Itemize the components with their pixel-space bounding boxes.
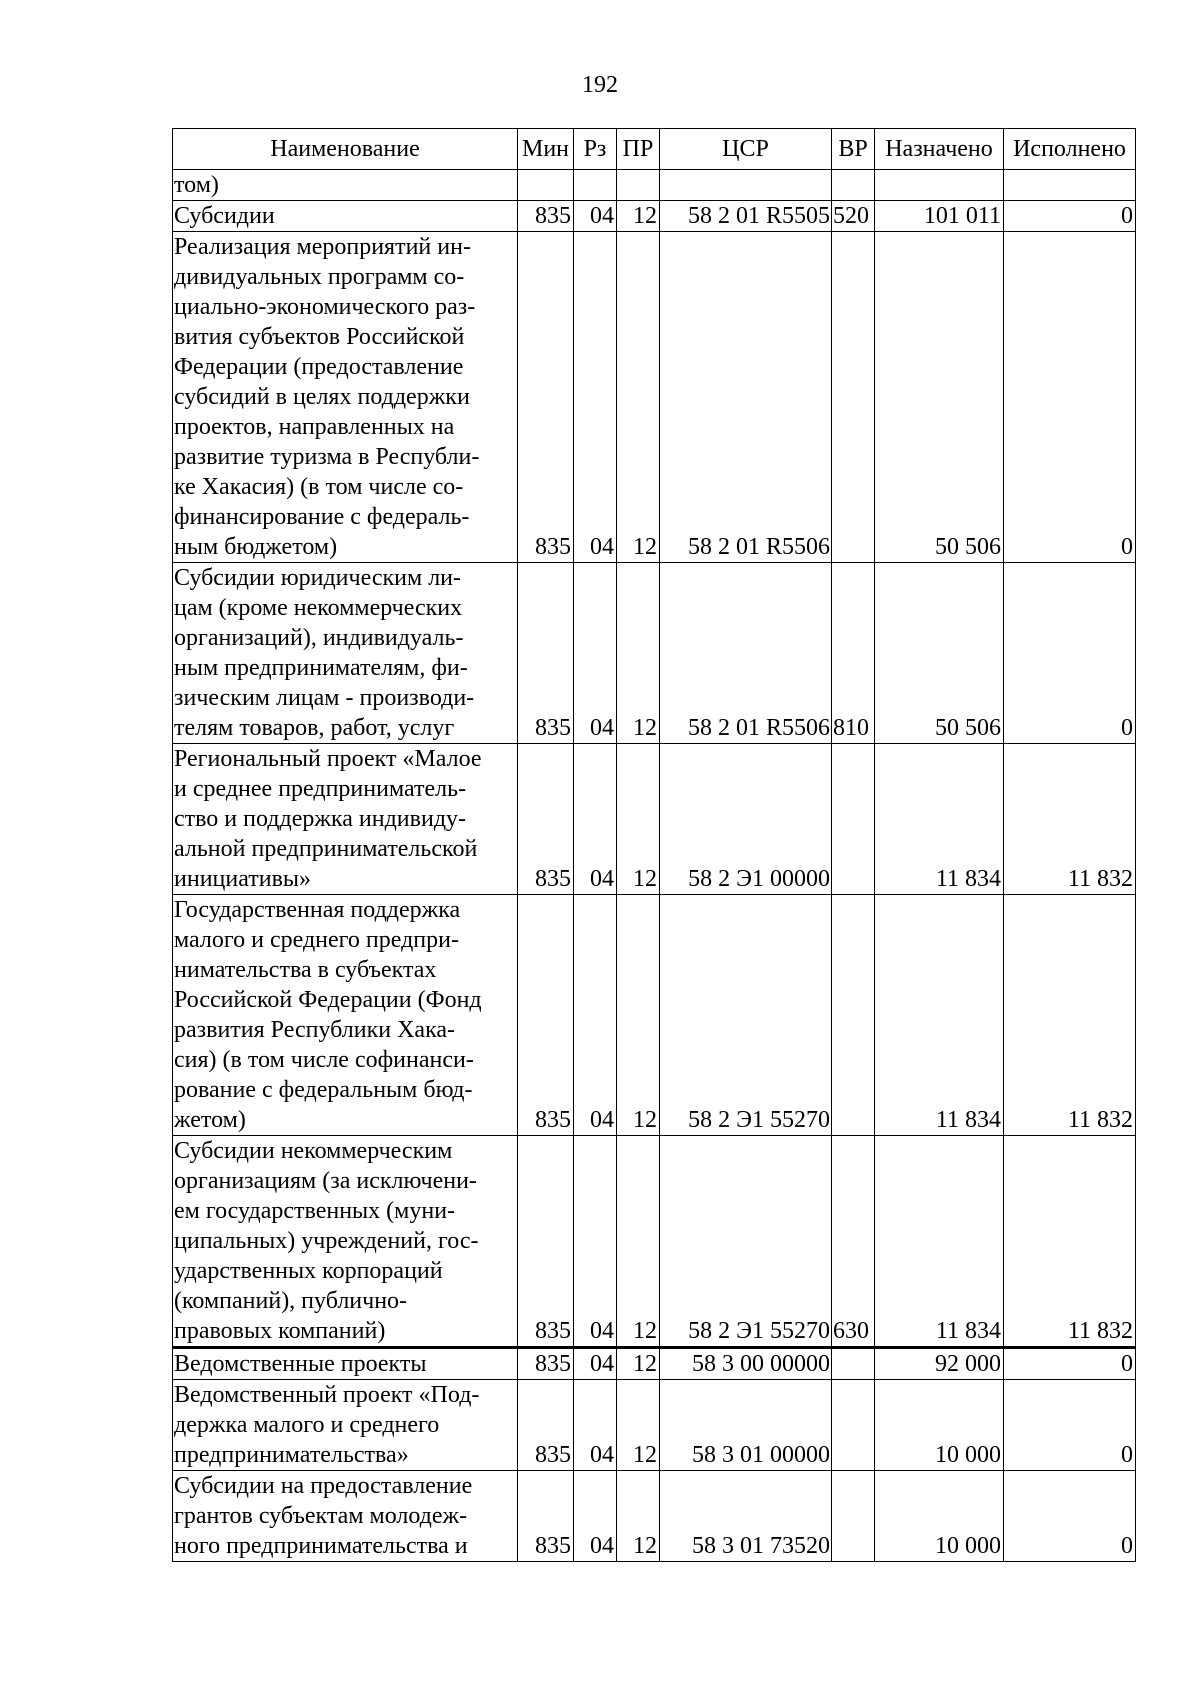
cell-pr: 12 bbox=[617, 1136, 660, 1348]
cell-name: Реализация мероприятий ин- дивидуальных программ со- циально-экономического раз- вития субъектов Российской Федерации (предоставление субсидий в целях поддержки проектов, направленных на развитие туризма в Республи- ке Хакасия) (в том числе со- финансирование с федераль- ным бюджетом) bbox=[173, 232, 518, 563]
table-row bbox=[173, 1348, 1136, 1380]
cell-name: Ведомственный проект «Под- держка малого и среднего предпринимательства» bbox=[173, 1380, 518, 1471]
cell-rz: 04 bbox=[574, 563, 617, 744]
cell-executed: 0 bbox=[1004, 1471, 1136, 1562]
cell-assigned bbox=[875, 170, 1004, 201]
cell-executed: 0 bbox=[1004, 1348, 1136, 1380]
table-body bbox=[173, 170, 1136, 1562]
cell-vr bbox=[832, 1348, 875, 1380]
cell-csr: 58 2 01 R5506 bbox=[660, 232, 832, 563]
cell-min bbox=[518, 170, 574, 201]
cell-vr: 810 bbox=[832, 563, 875, 744]
cell-rz: 04 bbox=[574, 744, 617, 895]
cell-min: 835 bbox=[518, 201, 574, 232]
cell-executed: 0 bbox=[1004, 1380, 1136, 1471]
cell-pr: 12 bbox=[617, 1380, 660, 1471]
cell-pr: 12 bbox=[617, 1348, 660, 1380]
cell-assigned: 11 834 bbox=[875, 895, 1004, 1136]
cell-name: том) bbox=[173, 170, 518, 201]
cell-executed: 0 bbox=[1004, 232, 1136, 563]
cell-assigned: 10 000 bbox=[875, 1380, 1004, 1471]
cell-csr: 58 2 Э1 55270 bbox=[660, 1136, 832, 1348]
cell-csr: 58 3 01 00000 bbox=[660, 1380, 832, 1471]
page-number: 192 bbox=[582, 72, 618, 98]
cell-csr: 58 2 01 R5505 bbox=[660, 201, 832, 232]
cell-vr bbox=[832, 1380, 875, 1471]
cell-vr bbox=[832, 170, 875, 201]
cell-vr bbox=[832, 744, 875, 895]
cell-csr: 58 2 Э1 00000 bbox=[660, 744, 832, 895]
cell-executed: 11 832 bbox=[1004, 895, 1136, 1136]
cell-pr bbox=[617, 170, 660, 201]
cell-name: Ведомственные проекты bbox=[173, 1348, 518, 1380]
cell-vr bbox=[832, 232, 875, 563]
table-row bbox=[173, 170, 1136, 201]
cell-assigned: 101 011 bbox=[875, 201, 1004, 232]
cell-pr: 12 bbox=[617, 895, 660, 1136]
cell-vr: 630 bbox=[832, 1136, 875, 1348]
cell-min: 835 bbox=[518, 1471, 574, 1562]
cell-vr bbox=[832, 895, 875, 1136]
cell-pr: 12 bbox=[617, 201, 660, 232]
cell-executed: 0 bbox=[1004, 563, 1136, 744]
cell-min: 835 bbox=[518, 1380, 574, 1471]
budget-table bbox=[172, 128, 1136, 1562]
table-row bbox=[173, 744, 1136, 895]
cell-rz: 04 bbox=[574, 232, 617, 563]
cell-name: Субсидии bbox=[173, 201, 518, 232]
cell-vr: 520 bbox=[832, 201, 875, 232]
cell-executed: 11 832 bbox=[1004, 744, 1136, 895]
cell-csr: 58 3 01 73520 bbox=[660, 1471, 832, 1562]
cell-csr: 58 3 00 00000 bbox=[660, 1348, 832, 1380]
cell-executed bbox=[1004, 170, 1136, 201]
table-row bbox=[173, 1136, 1136, 1348]
header-min: Мин bbox=[518, 129, 574, 170]
cell-executed: 0 bbox=[1004, 201, 1136, 232]
cell-name: Государственная поддержка малого и среднего предпри- нимательства в субъектах Российской Федерации (Фонд развития Республики Хака- сия) (в том числе софинанси- рование с федеральным бюд- жетом) bbox=[173, 895, 518, 1136]
cell-rz: 04 bbox=[574, 201, 617, 232]
table-row bbox=[173, 895, 1136, 1136]
cell-min: 835 bbox=[518, 563, 574, 744]
table-row bbox=[173, 1471, 1136, 1562]
cell-pr: 12 bbox=[617, 1471, 660, 1562]
table-row bbox=[173, 232, 1136, 563]
table-row bbox=[173, 563, 1136, 744]
cell-min: 835 bbox=[518, 895, 574, 1136]
cell-csr bbox=[660, 170, 832, 201]
header-pr: ПР bbox=[617, 129, 660, 170]
header-row bbox=[173, 129, 1136, 170]
cell-assigned: 50 506 bbox=[875, 563, 1004, 744]
cell-assigned: 50 506 bbox=[875, 232, 1004, 563]
cell-rz: 04 bbox=[574, 1471, 617, 1562]
cell-executed: 11 832 bbox=[1004, 1136, 1136, 1348]
cell-assigned: 11 834 bbox=[875, 744, 1004, 895]
cell-rz: 04 bbox=[574, 895, 617, 1136]
header-csr: ЦСР bbox=[660, 129, 832, 170]
cell-csr: 58 2 01 R5506 bbox=[660, 563, 832, 744]
cell-assigned: 92 000 bbox=[875, 1348, 1004, 1380]
header-vr: ВР bbox=[832, 129, 875, 170]
header-rz: Рз bbox=[574, 129, 617, 170]
header-executed: Исполнено bbox=[1004, 129, 1136, 170]
cell-min: 835 bbox=[518, 232, 574, 563]
cell-rz: 04 bbox=[574, 1380, 617, 1471]
cell-rz bbox=[574, 170, 617, 201]
cell-min: 835 bbox=[518, 1136, 574, 1348]
cell-rz: 04 bbox=[574, 1348, 617, 1380]
cell-pr: 12 bbox=[617, 744, 660, 895]
cell-name: Субсидии некоммерческим организациям (за исключени- ем государственных (муни- ципальных) учреждений, гос- ударственных корпораций (компаний), публично- правовых компаний) bbox=[173, 1136, 518, 1348]
table-row bbox=[173, 1380, 1136, 1471]
header-name: Наименование bbox=[173, 129, 518, 170]
cell-rz: 04 bbox=[574, 1136, 617, 1348]
cell-vr bbox=[832, 1471, 875, 1562]
cell-assigned: 11 834 bbox=[875, 1136, 1004, 1348]
cell-pr: 12 bbox=[617, 232, 660, 563]
cell-name: Региональный проект «Малое и среднее предприниматель- ство и поддержка индивиду- альной предпринимательской инициативы» bbox=[173, 744, 518, 895]
cell-pr: 12 bbox=[617, 563, 660, 744]
cell-min: 835 bbox=[518, 744, 574, 895]
cell-name: Субсидии юридическим ли- цам (кроме некоммерческих организаций), индивидуаль- ным предпринимателям, фи- зическим лицам - производи- телям товаров, работ, услуг bbox=[173, 563, 518, 744]
cell-assigned: 10 000 bbox=[875, 1471, 1004, 1562]
cell-name: Субсидии на предоставление грантов субъектам молодеж- ного предпринимательства и bbox=[173, 1471, 518, 1562]
header-assigned: Назначено bbox=[875, 129, 1004, 170]
cell-csr: 58 2 Э1 55270 bbox=[660, 895, 832, 1136]
cell-min: 835 bbox=[518, 1348, 574, 1380]
table-row bbox=[173, 201, 1136, 232]
